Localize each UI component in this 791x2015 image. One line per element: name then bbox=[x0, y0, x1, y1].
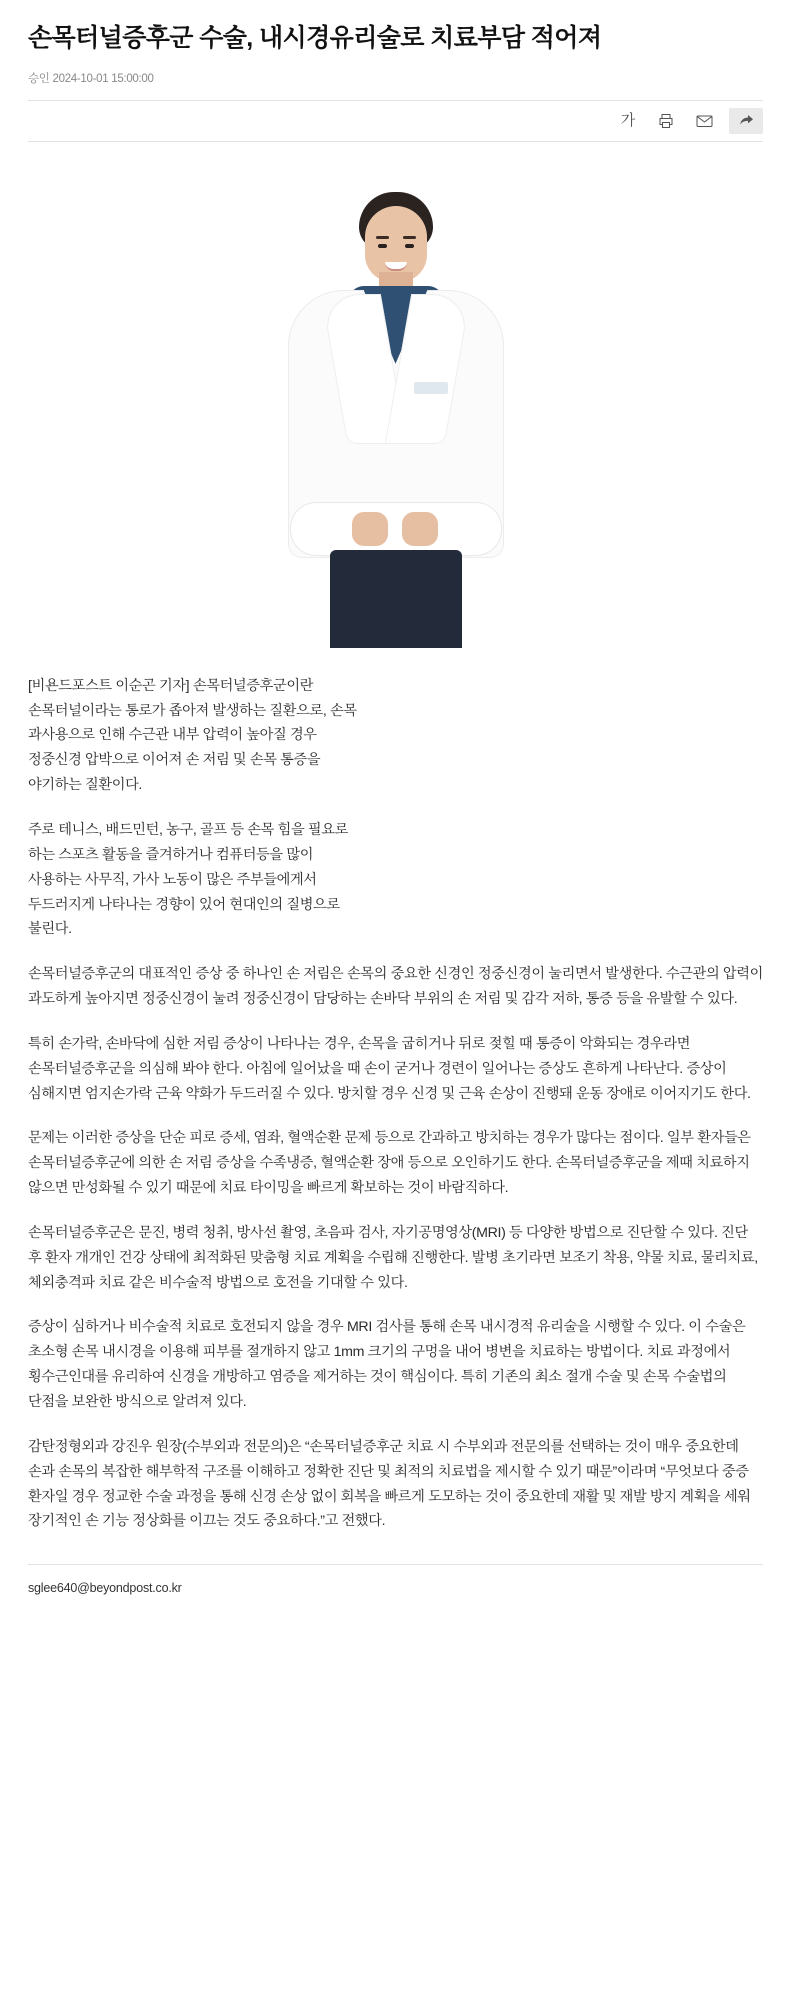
doctor-folded-arms bbox=[290, 502, 502, 556]
doctor-brow-left bbox=[376, 236, 389, 239]
doctor-eye-left bbox=[378, 244, 387, 248]
doctor-hand-right bbox=[402, 512, 438, 546]
reporter-email: sglee640@beyondpost.co.kr bbox=[28, 1564, 763, 1621]
doctor-photo bbox=[28, 168, 763, 648]
article-paragraph: 손목터널증후군은 문진, 병력 청취, 방사선 촬영, 초음파 검사, 자기공명영상(MRI) 등 다양한 방법으로 진단할 수 있다. 진단 후 환자 개개인 건강 상태에 최적화된 맞춤형 치료 계획을 수립해 진행한다. 발병 초기라면 보조기 착용, 약물 치료, 물리치료, 체외충격파 치료 같은 비수술적 방법으로 호전을 기대할 수 있다. bbox=[28, 1224, 758, 1291]
font-size-icon[interactable] bbox=[609, 101, 647, 141]
article-paragraph: 문제는 이러한 증상을 단순 피로 증세, 염좌, 혈액순환 문제 등으로 간과하고 방치하는 경우가 많다는 점이다. 일부 환자들은 손목터널증후군에 의한 손 저림 증상을 수족냉증, 혈액순환 장애 등으로 오인하기도 한다. 손목터널증후군을 제때 치료하지 않으면 만성화될 수 있기 때문에 치료 타이밍을 빠르게 확보하는 것이 바람직하다. bbox=[28, 1130, 751, 1197]
doctor-mouth bbox=[385, 262, 407, 271]
article-paragraph: 감탄정형외과 강진우 원장(수부외과 전문의)은 “손목터널증후군 치료 시 수부외과 전문의를 선택하는 것이 매우 중요한데 손과 손목의 복잡한 해부학적 구조를 이해하고 정확한 진단 및 최적의 치료법을 제시할 수 있기 때문”이라며 “무엇보다 중증 환자일 경우 정교한 수술 과정을 통해 신경 손상 없이 회복을 빠르게 도모하는 것이 중요한데 재활 및 재발 방지 계획을 세워 장기적인 손 기능 정상화를 이끄는 것도 중요하다.”고 전했다. bbox=[28, 1438, 751, 1530]
page-title: 손목터널증후군 수술, 내시경유리술로 치료부담 적어져 bbox=[28, 24, 602, 52]
doctor-hand-left bbox=[352, 512, 388, 546]
doctor-face bbox=[365, 206, 427, 282]
article-paragraph: 증상이 심하거나 비수술적 치료로 호전되지 않을 경우 MRI 검사를 통해 손목 내시경적 유리술을 시행할 수 있다. 이 수술은 초소형 손목 내시경을 이용해 피부를 절개하지 않고 1mm 크기의 구멍을 내어 병변을 치료하는 방법이다. 치료 과정에서 횡수근인대를 유리하여 신경을 개방하고 염증을 제거하는 것이 핵심이다. 특히 기존의 최소 절개 수술 및 손목 수술법의 단점을 보완한 방식으로 알려져 있다. bbox=[28, 1319, 746, 1410]
article-paragraph: 주로 테니스, 배드민턴, 농구, 골프 등 손목 힘을 필요로 하는 스포츠 활동을 즐겨하거나 컴퓨터등을 많이 사용하는 사무직, 가사 노동이 많은 주부들에게서 두드러지게 나타나는 경향이 있어 현대인의 질병으로 불린다. bbox=[28, 821, 348, 938]
doctor-white-coat bbox=[288, 290, 504, 558]
doctor-trousers bbox=[330, 550, 462, 648]
doctor-eye-right bbox=[405, 244, 414, 248]
article-paragraph: [비욘드포스트 이순곤 기자] 손목터널증후군이란 손목터널이라는 통로가 좁아져 발생하는 질환으로, 손목 과사용으로 인해 수근관 내부 압력이 높아질 경우 정중신경 압박으로 이어져 손 저림 및 손목 통증을 야기하는 질환이다. bbox=[28, 677, 357, 794]
article-figure bbox=[28, 168, 763, 648]
print-icon[interactable] bbox=[647, 101, 685, 141]
article-body bbox=[28, 674, 763, 1534]
doctor-name-badge bbox=[414, 382, 448, 394]
email-icon[interactable] bbox=[685, 101, 723, 141]
article-toolbar bbox=[28, 100, 763, 142]
doctor-illustration bbox=[216, 168, 576, 648]
article-paragraph: 손목터널증후군의 대표적인 증상 중 하나인 손 저림은 손목의 중요한 신경인 정중신경이 눌리면서 발생한다. 수근관의 압력이 과도하게 높아지면 정중신경이 눌려 정중신경이 담당하는 손바닥 부위의 손 저림 및 감각 저하, 통증 등을 유발할 수 있다. bbox=[28, 966, 763, 1008]
font-size-glyph: 가 bbox=[620, 112, 636, 130]
doctor-brow-right bbox=[403, 236, 416, 239]
article-page bbox=[0, 22, 791, 1621]
share-icon[interactable] bbox=[729, 108, 763, 134]
article-meta-date: 승인 2024-10-01 15:00:00 bbox=[28, 72, 154, 85]
article-paragraph: 특히 손가락, 손바닥에 심한 저림 증상이 나타나는 경우, 손목을 굽히거나 뒤로 젖힐 때 통증이 악화되는 경우라면 손목터널증후군을 의심해 봐야 한다. 아침에 일어났을 때 손이 굳거나 경련이 일어나는 증상도 흔하게 나타난다. 증상이 심해지면 엄지손가락 근육 약화가 두드러질 수 있다. 방치할 경우 신경 및 근육 손상이 진행돼 운동 장애로 이어지기도 한다. bbox=[28, 1035, 751, 1102]
